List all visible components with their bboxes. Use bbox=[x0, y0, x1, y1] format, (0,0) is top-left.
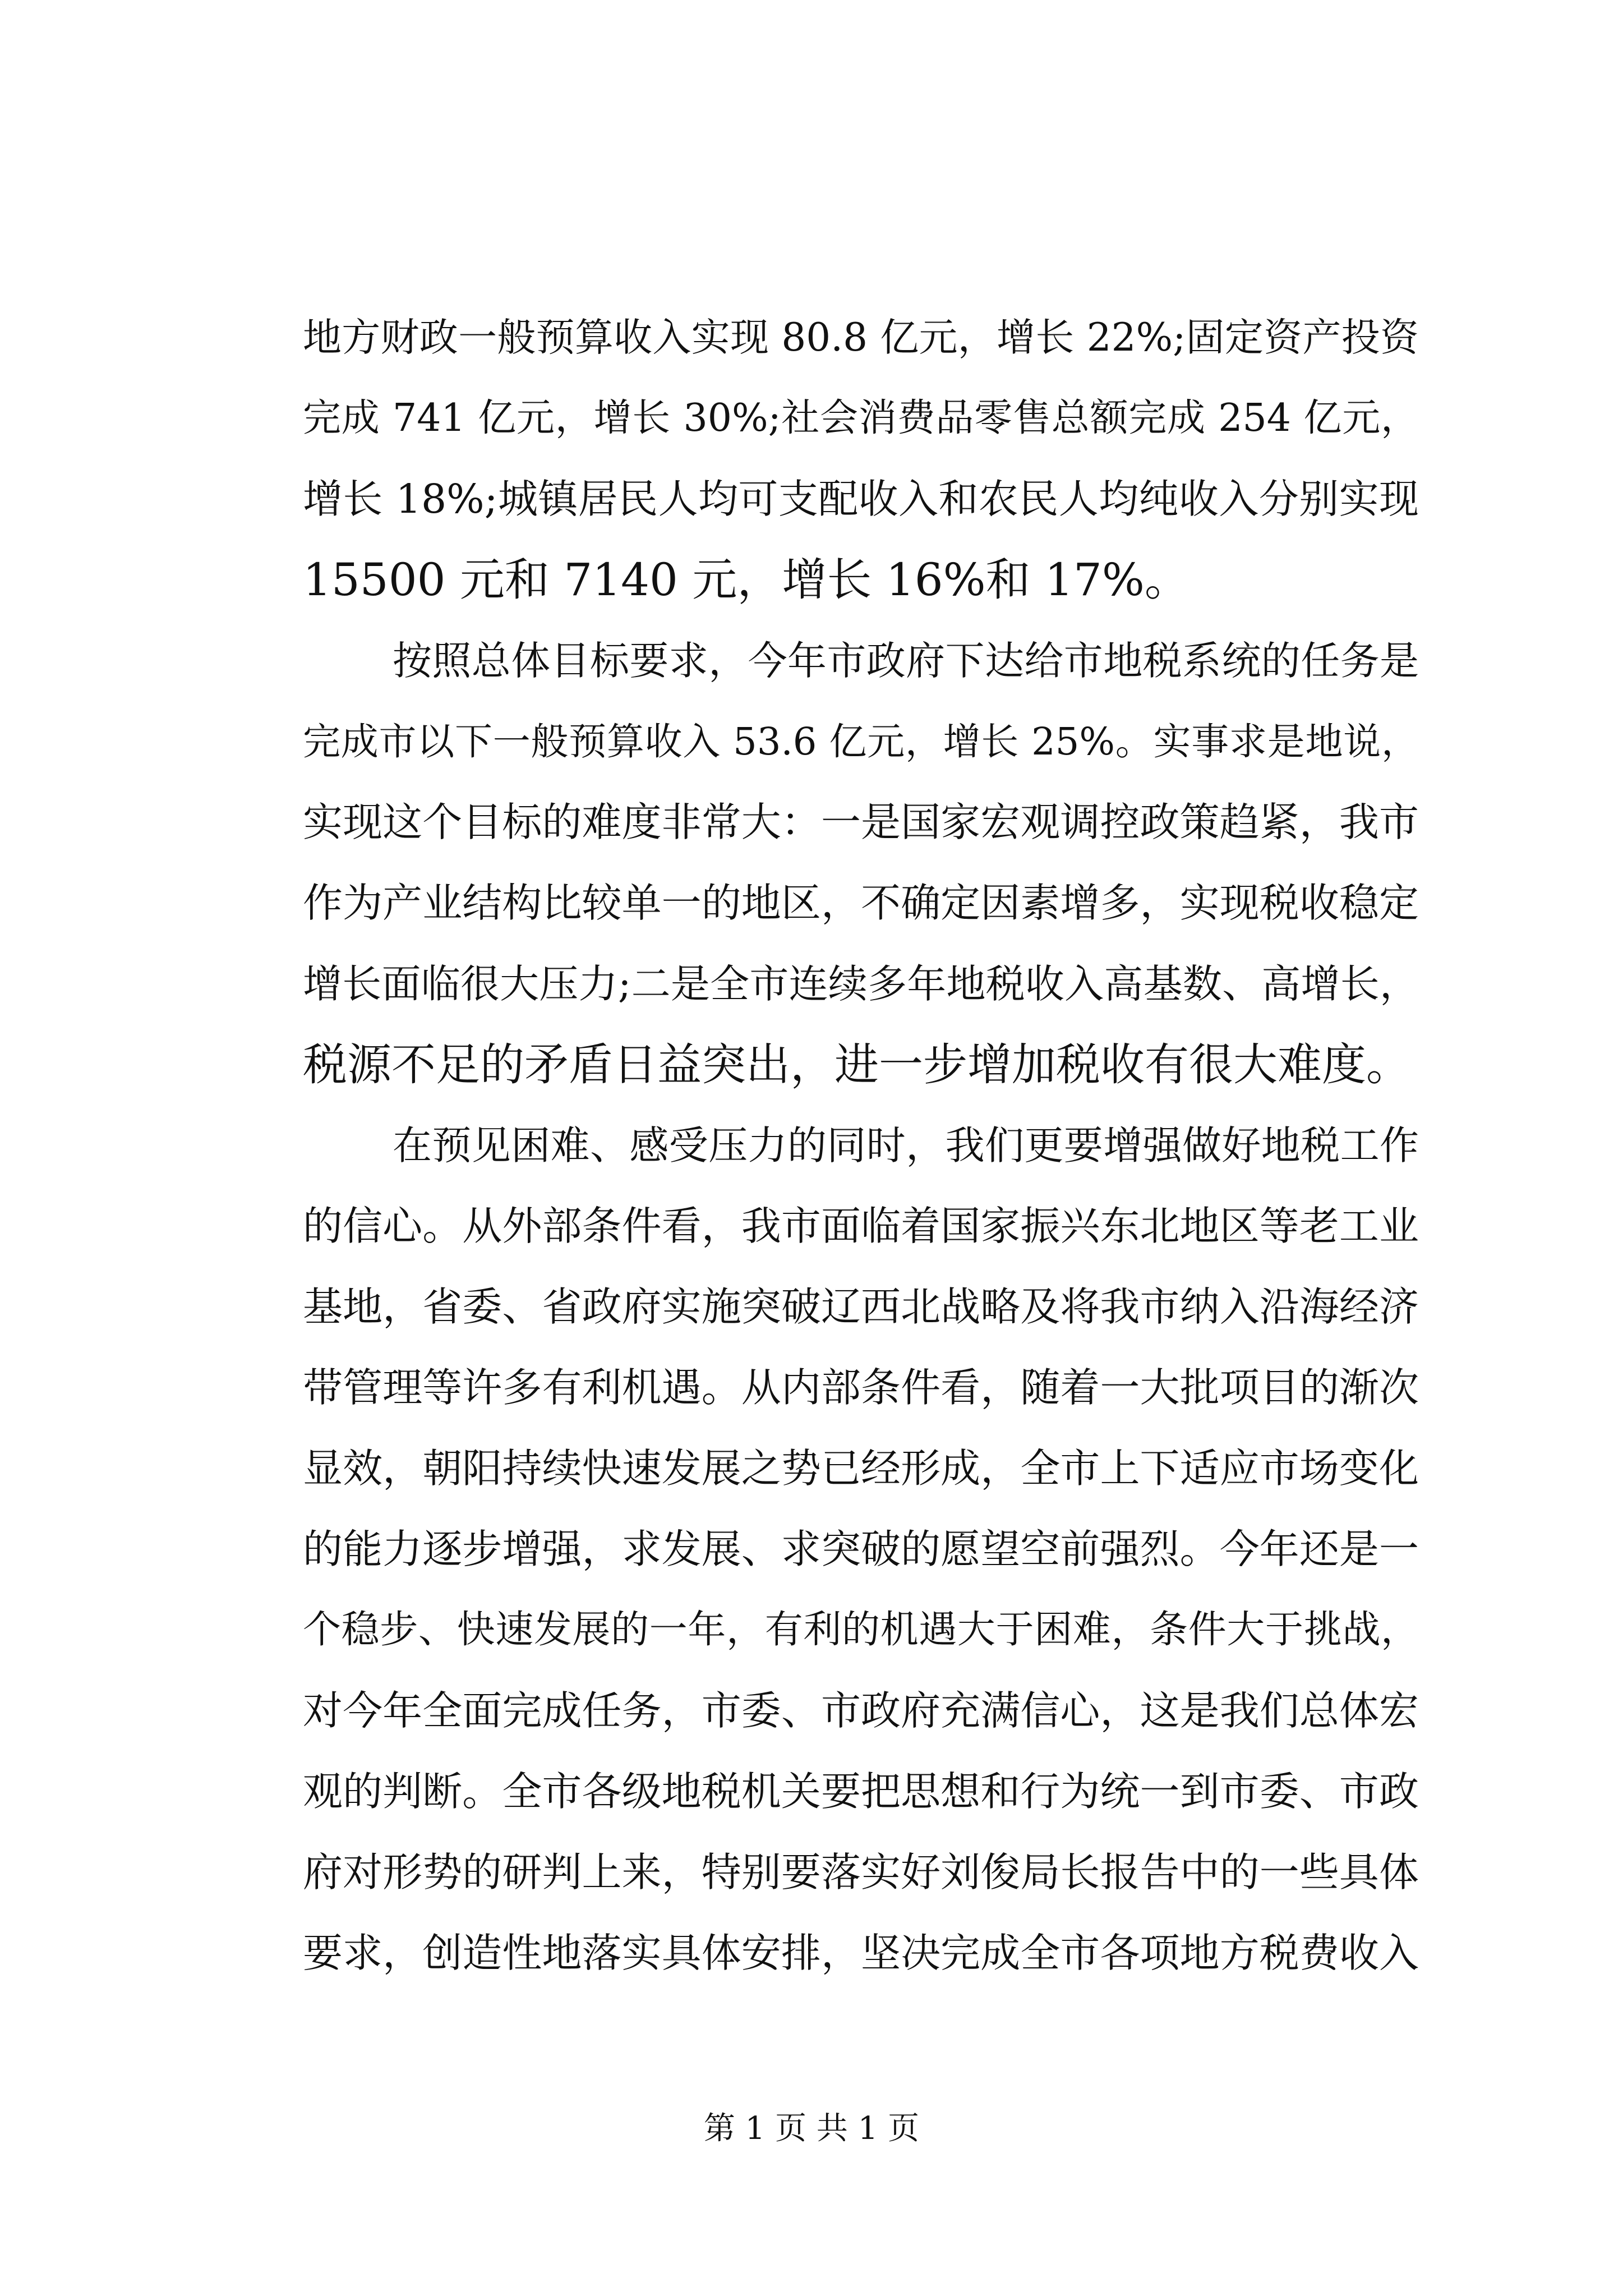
text-line: 显效，朝阳持续快速发展之势已经形成，全市上下适应市场变化 bbox=[303, 1445, 1419, 1492]
text-line: 地方财政一般预算收入实现 80.8 亿元，增长 22%;固定资产投资 bbox=[303, 315, 1419, 360]
text-line: 对今年全面完成任务，市委、市政府充满信心，这是我们总体宏 bbox=[303, 1687, 1419, 1734]
text-line: 增长 18%;城镇居民人均可支配收入和农民人均纯收入分别实现 bbox=[303, 476, 1419, 522]
text-line: 税源不足的矛盾日益突出，进一步增加税收有很大难度。 bbox=[303, 1039, 1410, 1091]
text-line: 完成市以下一般预算收入 53.6 亿元，增长 25%。实事求是地说， bbox=[303, 720, 1419, 763]
paragraph-first-line: 在预见困难、感受压力的同时，我们更要增强做好地税工作 bbox=[393, 1122, 1419, 1168]
page-number-label: 第 1 页 共 1 页 bbox=[703, 2110, 920, 2147]
text-line: 实现这个目标的难度非常大：一是国家宏观调控政策趋紧，我市 bbox=[303, 799, 1419, 845]
text-line: 要求，创造性地落实具体安排，坚决完成全市各项地方税费收入 bbox=[303, 1930, 1419, 1976]
paragraph-first-line: 按照总体目标要求，今年市政府下达给市地税系统的任务是 bbox=[393, 638, 1419, 684]
page-footer bbox=[0, 2109, 1623, 2148]
text-line: 15500 元和 7140 元，增长 16%和 17%。 bbox=[303, 554, 1189, 606]
text-line: 府对形势的研判上来，特别要落实好刘俊局长报告中的一些具体 bbox=[303, 1849, 1419, 1895]
text-line: 完成 741 亿元，增长 30%;社会消费品零售总额完成 254 亿元， bbox=[303, 396, 1419, 440]
body-text bbox=[303, 297, 1419, 1994]
text-line: 基地，省委、省政府实施突破辽西北战略及将我市纳入沿海经济 bbox=[303, 1283, 1419, 1330]
text-line: 增长面临很大压力;二是全市连续多年地税收入高基数、高增长， bbox=[303, 961, 1419, 1007]
text-line: 的能力逐步增强，求发展、求突破的愿望空前强烈。今年还是一 bbox=[303, 1526, 1419, 1572]
text-line: 观的判断。全市各级地税机关要把思想和行为统一到市委、市政 bbox=[303, 1768, 1419, 1815]
text-line: 个稳步、快速发展的一年，有利的机遇大于困难，条件大于挑战， bbox=[303, 1608, 1419, 1652]
text-line: 作为产业结构比较单一的地区，不确定因素增多，实现税收稳定 bbox=[303, 880, 1419, 926]
text-line: 的信心。从外部条件看，我市面临着国家振兴东北地区等老工业 bbox=[303, 1203, 1419, 1249]
text-line: 带管理等许多有利机遇。从内部条件看，随着一大批项目的渐次 bbox=[303, 1364, 1419, 1411]
